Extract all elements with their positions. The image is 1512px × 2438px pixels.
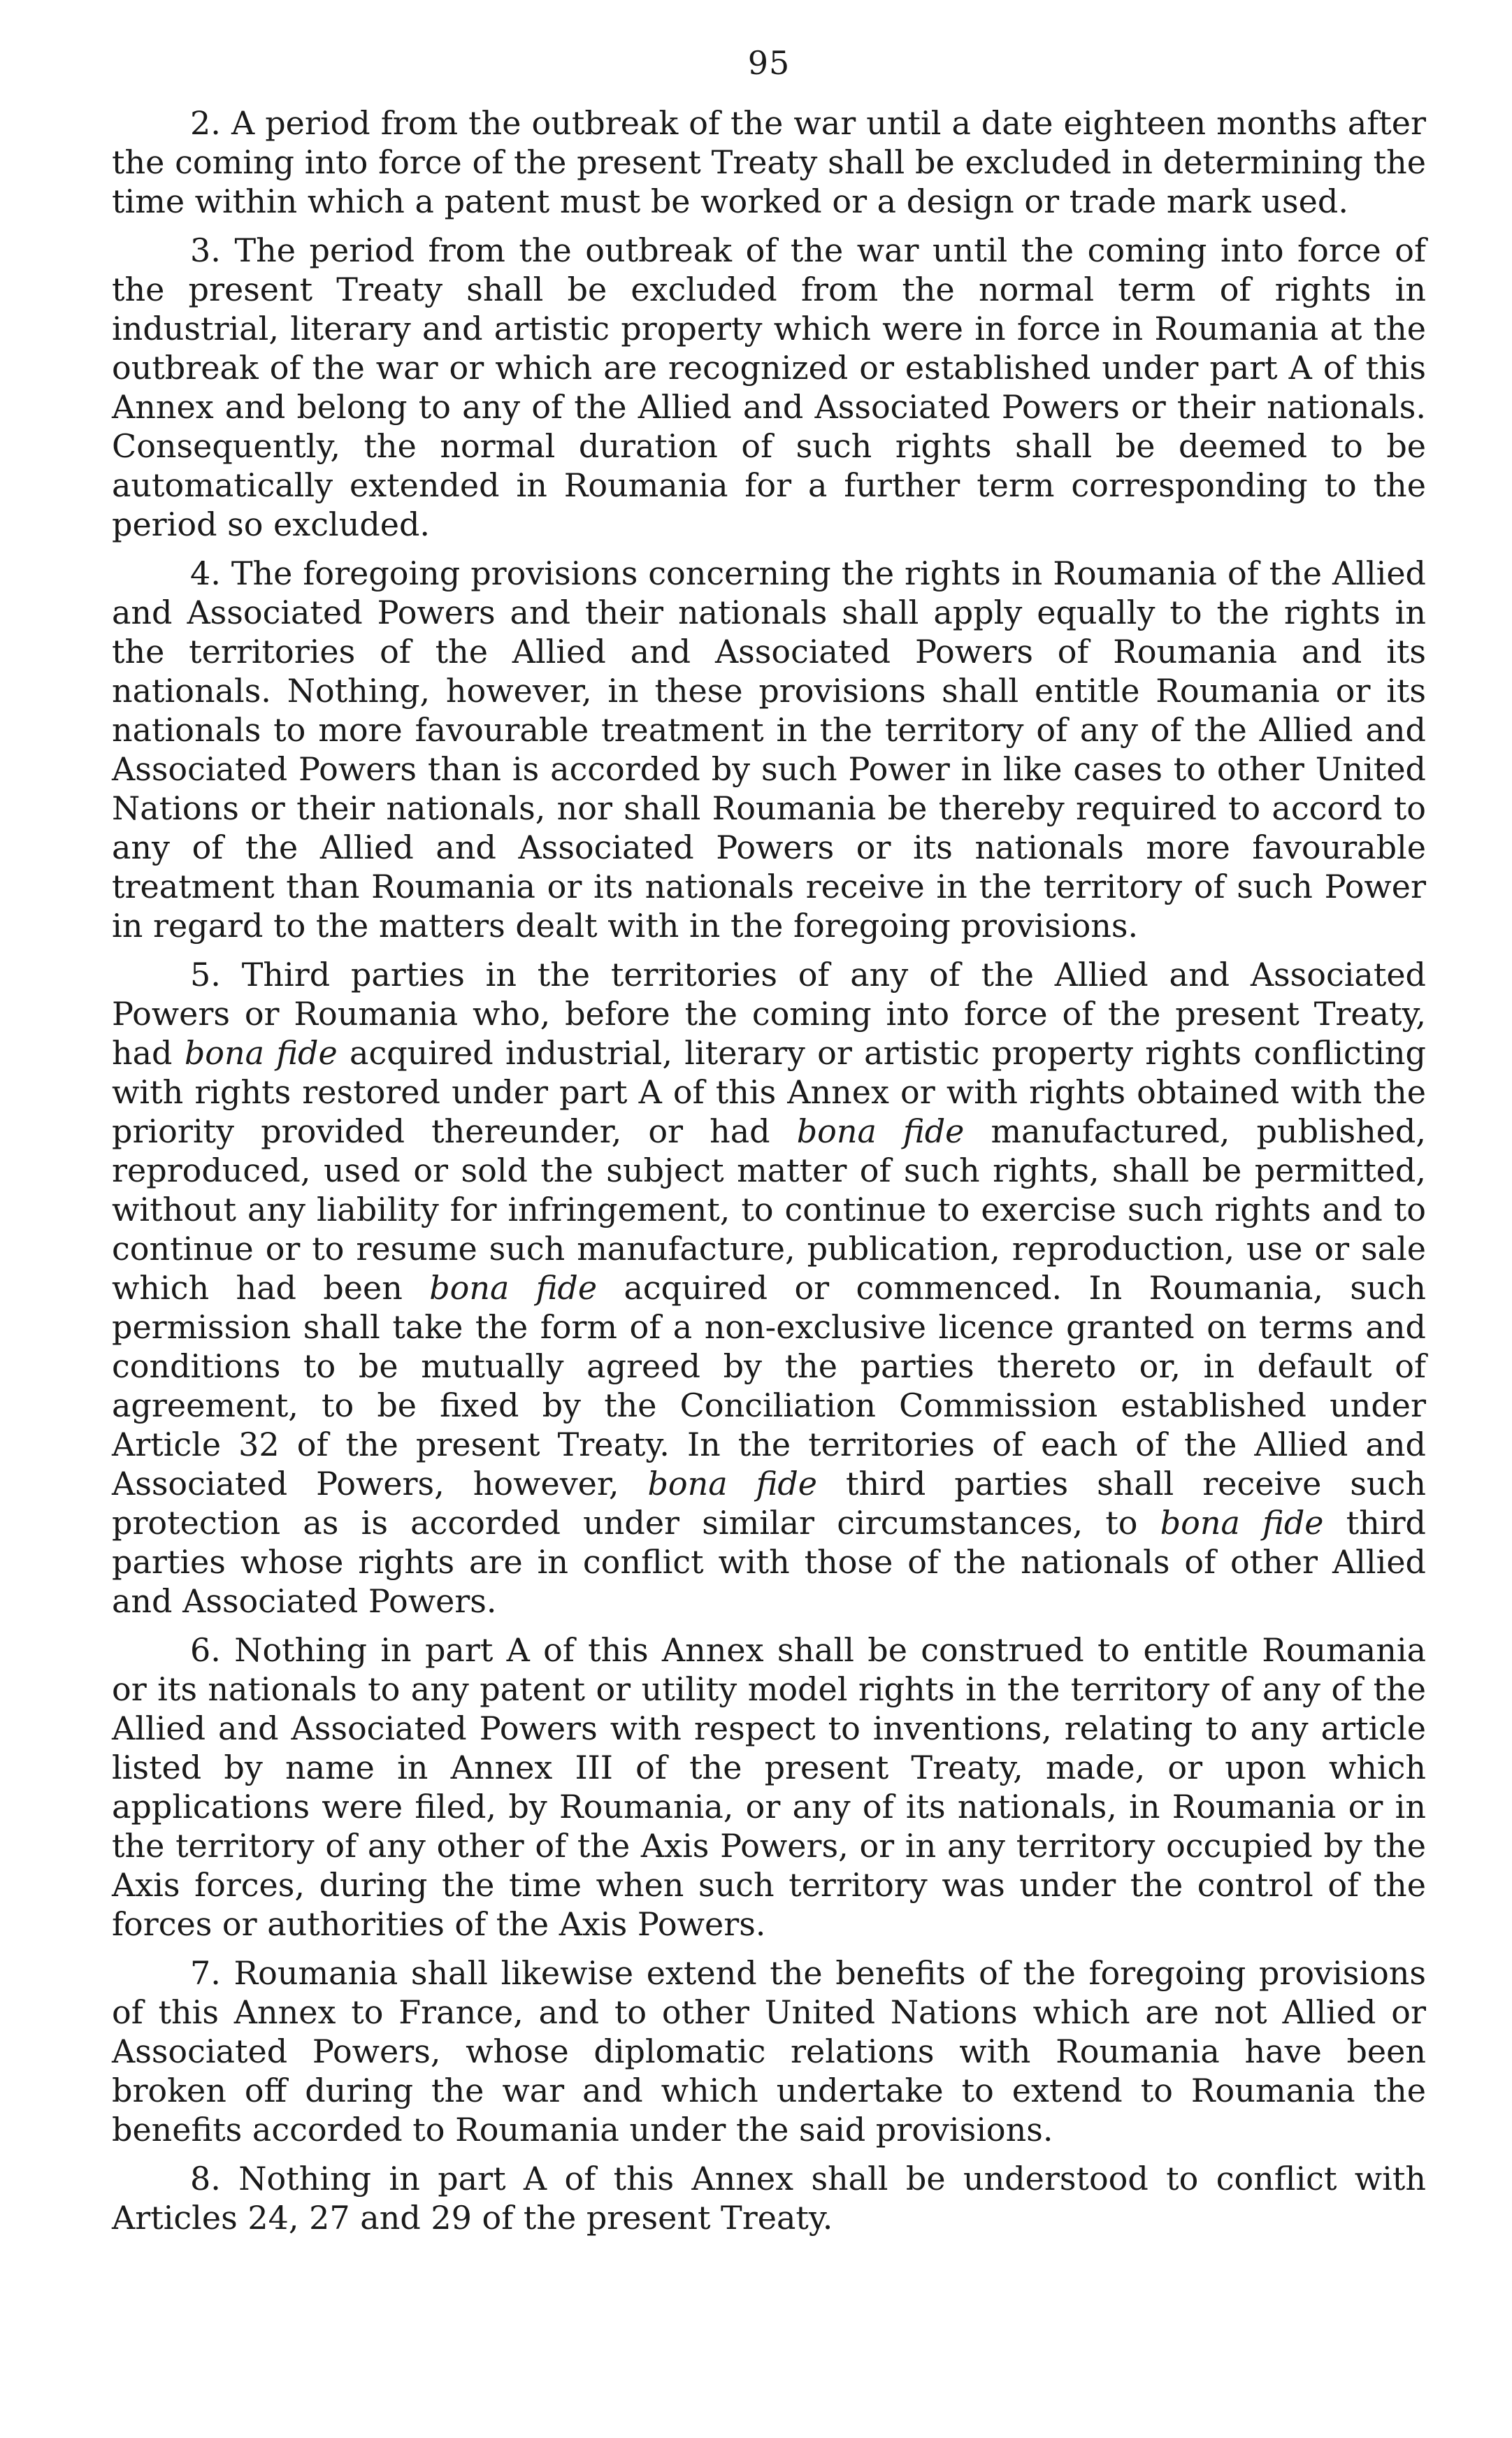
- italic-phrase: bona fide: [1160, 1504, 1324, 1542]
- paragraph-text: manufactured, published, reproduced, used or sold the subject matter of such rights, shall be permitted, without any liability for infringement, to continue to exercise such rights and to continue or to resume such manufacture, publication, reproduction, use or sale which had been: [112, 1112, 1426, 1307]
- paragraph-number: 8.: [190, 2160, 221, 2197]
- paragraph-text: The foregoing provisions concerning the rights in Roumania of the Allied and Associated Powers and their nationals shall apply equally to the rights in the territories of the Allied and Associated Powers of Roumania and its nationals. Nothing, however, in these provisions shall entitle Roumania or its nationals to more favourable treatment in the territory of any of the Allied and Associated Powers than is accorded by such Power in like cases to other United Nations or their nationals, nor shall Roumania be thereby required to accord to any of the Allied and Associated Powers or its nationals more favourable treatment than Roumania or its nationals receive in the territory of such Power in regard to the matters dealt with in the foregoing provisions.: [112, 554, 1426, 945]
- paragraph-text: third parties whose rights are in conflict with those of the nationals of other Allied and Associated Powers.: [112, 1504, 1427, 1620]
- paragraph-text: Third parties in the territories of any of the Allied and Associated Powers or Roumania who, before the coming into force of the present Treaty, had: [112, 956, 1426, 1072]
- paragraph-5: [112, 955, 1426, 1621]
- page-number: 95: [747, 44, 791, 82]
- italic-phrase: bona fide: [429, 1269, 598, 1307]
- document-page: [112, 42, 1426, 2405]
- italic-phrase: bona fide: [647, 1465, 818, 1503]
- paragraph-number: 6.: [190, 1631, 221, 1669]
- italic-phrase: bona fide: [184, 1034, 338, 1072]
- paragraph-text: Roumania shall likewise extend the benefits of the foregoing provisions of this Annex to France, and to other United Nations which are not Allied or Associated Powers, whose diplomatic relations with Roumania have been broken off during the war and which undertake to extend to Roumania the benefits accorded to Roumania under the said provisions.: [112, 1954, 1427, 2149]
- paragraph-text: Nothing in part A of this Annex shall be construed to entitle Roumania or its nationals to any patent or utility model rights in the territory of any of the Allied and Associated Powers with respect to inventions, relating to any article listed by name in Annex III of the present Treaty, made, or upon which applications were filed, by Roumania, or any of its nationals, in Roumania or in the territory of any other of the Axis Powers, or in any territory occupied by the Axis forces, during the time when such territory was under the control of the forces or authorities of the Axis Powers.: [112, 1631, 1426, 1943]
- paragraph-number: 2.: [190, 104, 221, 142]
- paragraph-text: Nothing in part A of this Annex shall be understood to conflict with Articles 24, 27 and 29 of the present Treaty.: [112, 2160, 1427, 2237]
- paragraph-2: [112, 103, 1426, 221]
- italic-phrase: bona fide: [796, 1112, 965, 1150]
- paragraph-number: 3.: [190, 231, 221, 269]
- paragraph-text: acquired industrial, literary or artistic property rights conflicting with rights restored under part A of this Annex or with rights obtained with the priority provided thereunder, or had: [112, 1034, 1426, 1150]
- paragraph-7: [112, 1953, 1426, 2149]
- paragraph-6: [112, 1630, 1426, 1944]
- paragraph-text: acquired or commenced. In Roumania, such permission shall take the form of a non-exclusive licence granted on terms and conditions to be mutually agreed by the parties thereto or, in default of agreement, to be fixed by the Conciliation Commission established under Article 32 of the present Treaty. In the territories of each of the Allied and Associated Powers, however,: [112, 1269, 1426, 1503]
- paragraph-text: A period from the outbreak of the war until a date eighteen months after the coming into force of the present Treaty shall be excluded in determining the time within which a patent must be worked or a design or trade mark used.: [112, 104, 1426, 220]
- paragraph-8: [112, 2159, 1426, 2237]
- paragraph-text: The period from the outbreak of the war until the coming into force of the present Treaty shall be excluded from the normal term of rights in industrial, literary and artistic property which were in force in Roumania at the outbreak of the war or which are recognized or established under part A of this Annex and belong to any of the Allied and Associated Powers or their nationals. Consequently, the normal duration of such rights shall be deemed to be automatically extended in Roumania for a further term corresponding to the period so excluded.: [112, 231, 1427, 543]
- paragraph-number: 5.: [190, 956, 221, 994]
- paragraph-number: 4.: [190, 554, 221, 592]
- paragraph-number: 7.: [190, 1954, 221, 1992]
- paragraph-4: [112, 554, 1426, 945]
- paragraph-3: [112, 231, 1426, 544]
- paragraph-text: third parties shall receive such protection as is accorded under similar circumstances, to: [112, 1465, 1426, 1542]
